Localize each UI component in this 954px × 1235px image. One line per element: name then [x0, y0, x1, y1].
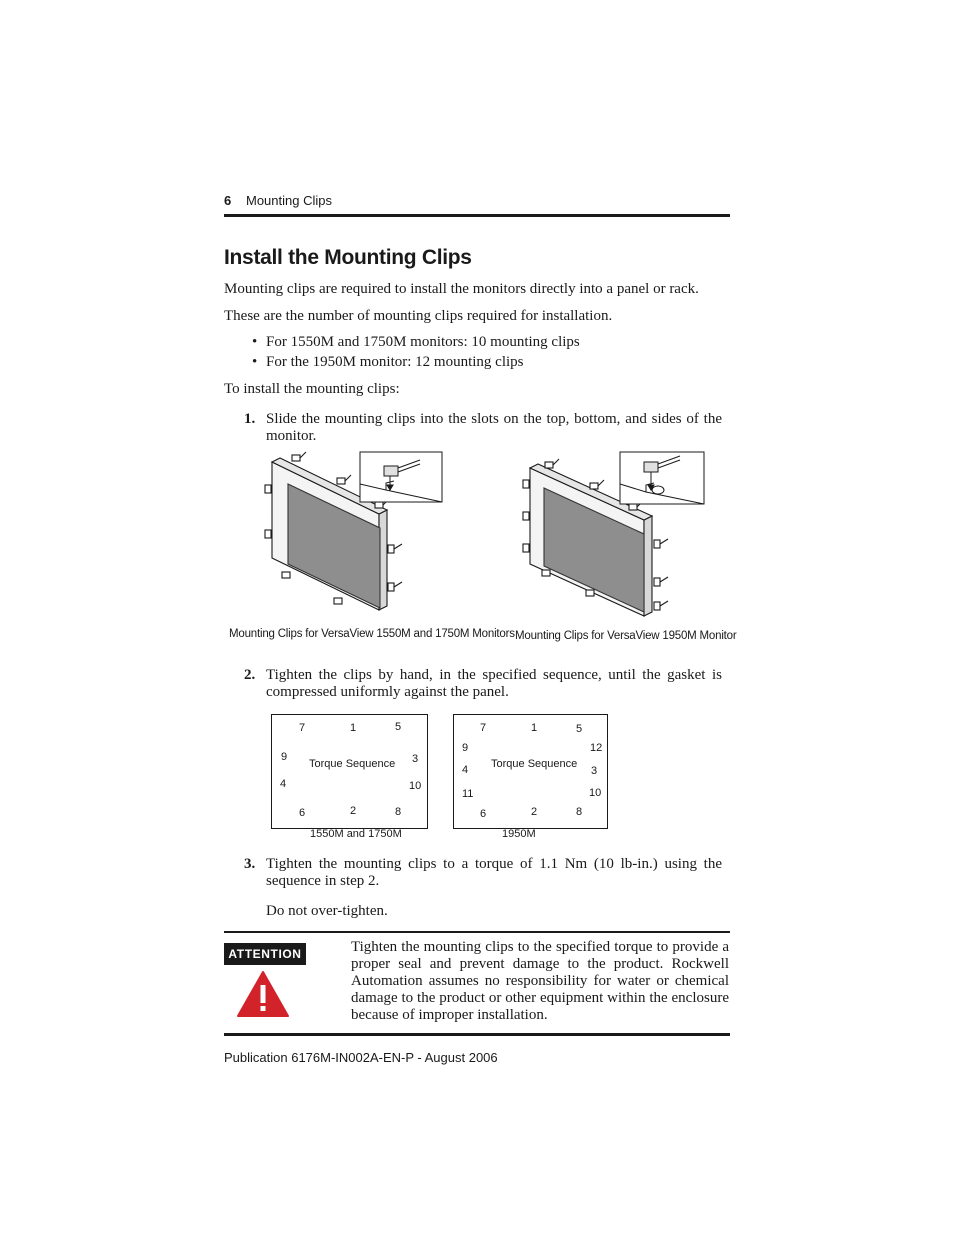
step-text: Tighten the mounting clips to a torque of 1.1 Nm (10 lb-in.) using the sequence in step 2.	[266, 856, 722, 889]
torque-step-7: 7	[480, 722, 487, 734]
warning-triangle-icon	[236, 970, 290, 1018]
torque-label: Torque Sequence	[491, 758, 578, 770]
page-number: 6	[224, 193, 232, 208]
torque-step-7: 7	[299, 722, 306, 734]
torque-sequence-diagram-1550m	[271, 714, 428, 829]
torque-step-2: 2	[531, 806, 538, 818]
figure-caption: Mounting Clips for VersaView 1950M Monitor	[515, 630, 737, 642]
torque-step-8: 8	[576, 806, 583, 818]
step-number: 1.	[244, 411, 256, 427]
monitor-1550m-illustration	[262, 450, 448, 620]
step-number: 2.	[244, 667, 256, 683]
bullet-text: For 1550M and 1750M monitors: 10 mounting clips	[266, 334, 580, 350]
step-number: 3.	[244, 856, 256, 872]
step-note: Do not over-tighten.	[266, 903, 388, 919]
attention-rule-bottom	[224, 1033, 730, 1036]
bullet-item: • For the 1950M monitor: 12 mounting clips	[252, 354, 524, 370]
torque-step-11: 11	[462, 788, 474, 800]
torque-step-1: 1	[531, 722, 538, 734]
intro-paragraph: Mounting clips are required to install the monitors directly into a panel or rack.	[224, 281, 699, 297]
torque-step-2: 2	[350, 805, 357, 817]
section-title: Install the Mounting Clips	[224, 246, 472, 269]
intro-paragraph: To install the mounting clips:	[224, 381, 400, 397]
torque-step-6: 6	[480, 808, 487, 820]
attention-text: Tighten the mounting clips to the specified torque to provide a proper seal and prevent damage to the product. Rockwell Automation assumes no responsibility for water or chemical damage to the product or other equipment within the enclosure because of improper installation.	[351, 939, 729, 1023]
torque-step-6: 6	[299, 807, 306, 819]
bullet-item: • For 1550M and 1750M monitors: 10 mounting clips	[252, 334, 580, 350]
step-text: Slide the mounting clips into the slots on the top, bottom, and sides of the monitor.	[266, 411, 722, 444]
figure-caption: Mounting Clips for VersaView 1550M and 1750M Monitors	[229, 628, 515, 640]
running-header: Mounting Clips	[246, 193, 332, 208]
torque-diagram-caption: 1950M	[502, 828, 536, 840]
torque-step-4: 4	[280, 778, 287, 790]
torque-step-8: 8	[395, 806, 402, 818]
torque-diagram-caption: 1550M and 1750M	[310, 828, 402, 840]
attention-rule-top	[224, 931, 730, 933]
torque-step-1: 1	[350, 722, 357, 734]
torque-step-3: 3	[412, 753, 419, 765]
torque-step-12: 12	[590, 742, 603, 754]
torque-step-10: 10	[409, 780, 422, 792]
torque-step-5: 5	[395, 721, 402, 733]
publication-footer: Publication 6176M-IN002A-EN-P - August 2006	[224, 1050, 498, 1065]
bullet-text: For the 1950M monitor: 12 mounting clips	[266, 354, 524, 370]
attention-badge: ATTENTION	[224, 943, 306, 965]
torque-step-10: 10	[589, 787, 602, 799]
torque-step-3: 3	[591, 765, 598, 777]
torque-label: Torque Sequence	[309, 758, 396, 770]
torque-step-9: 9	[462, 742, 469, 754]
monitor-1950m-illustration	[520, 450, 710, 622]
intro-paragraph: These are the number of mounting clips required for installation.	[224, 308, 613, 324]
header-rule	[224, 214, 730, 217]
torque-sequence-diagram-1950m	[453, 714, 608, 829]
step-text: Tighten the clips by hand, in the specified sequence, until the gasket is compressed uniformly against the panel.	[266, 667, 722, 700]
torque-step-9: 9	[281, 751, 288, 763]
torque-step-5: 5	[576, 723, 583, 735]
torque-step-4: 4	[462, 764, 469, 776]
